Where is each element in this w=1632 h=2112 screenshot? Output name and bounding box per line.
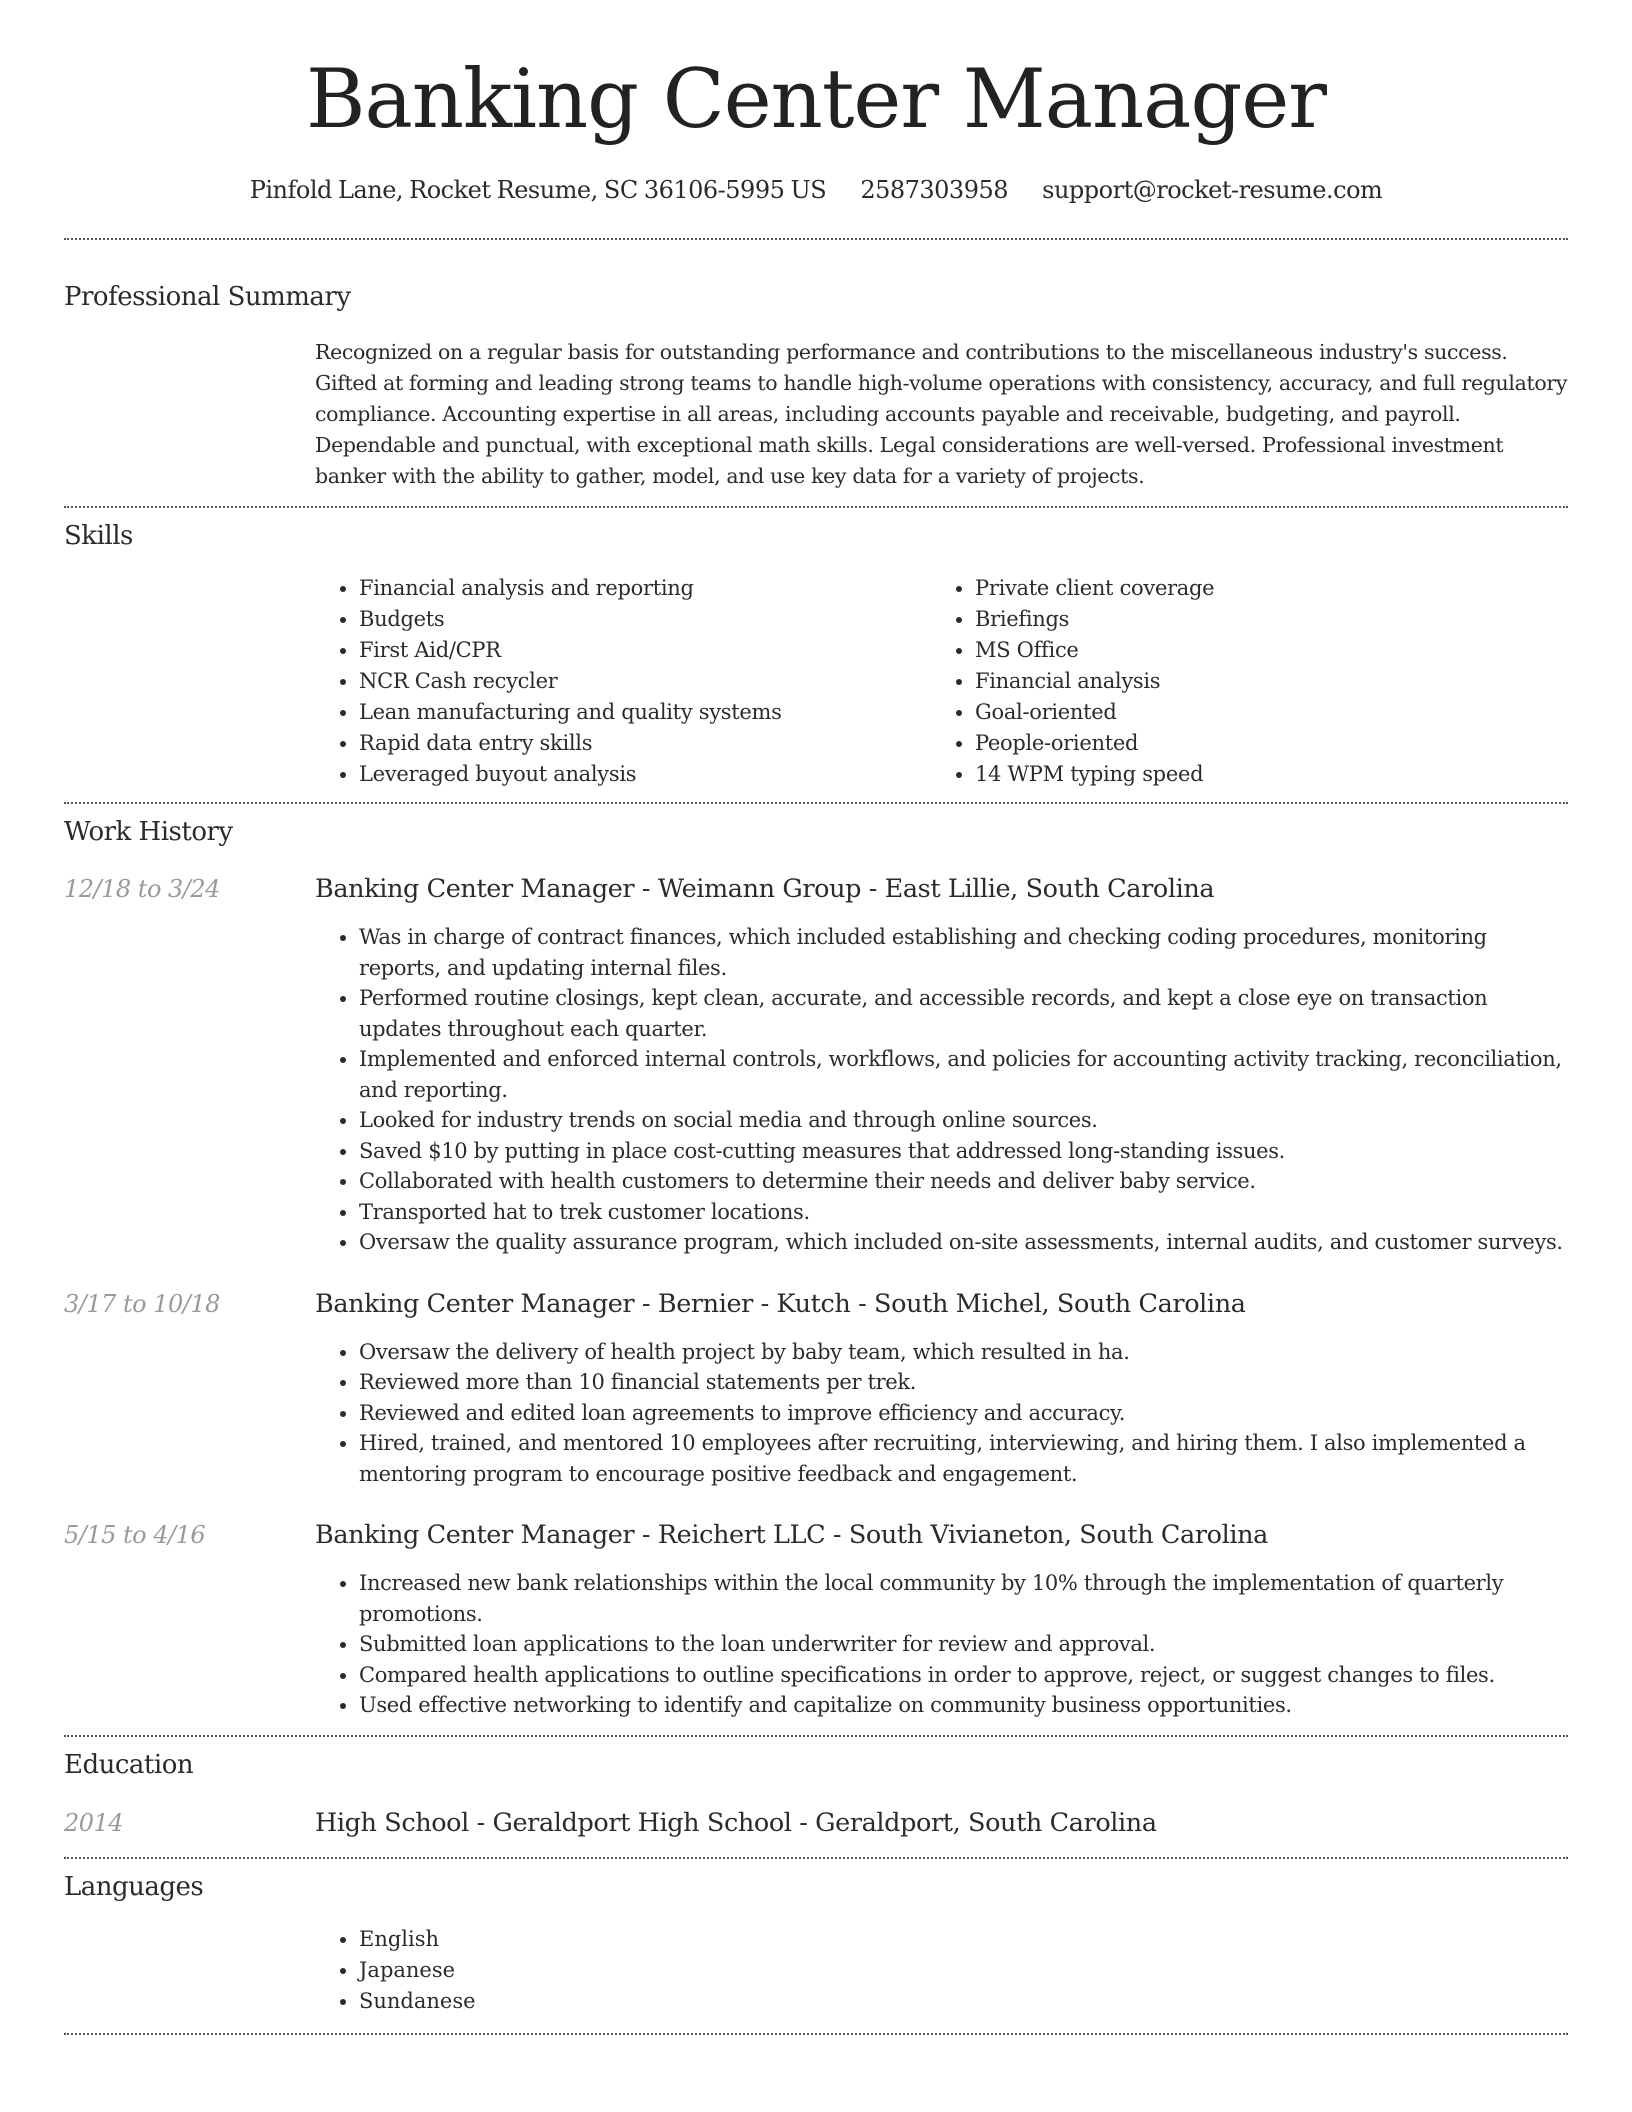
divider	[64, 506, 1568, 508]
job-bullet: • Hired, trained, and mentored 10 employees after recruiting, interviewing, and hiring them. I also implemented a mentoring program to encourage positive feedback and engagement.	[359, 1428, 1568, 1489]
job-bullet: • Used effective networking to identify and capitalize on community business opportunities.	[359, 1690, 1568, 1721]
contact-address: Pinfold Lane, Rocket Resume, SC 36106-5995 US	[249, 176, 827, 204]
education-entry	[64, 1808, 1568, 1838]
skill-item: • People-oriented	[975, 728, 1214, 759]
skills-section	[315, 573, 1568, 790]
skill-item: • 14 WPM typing speed	[975, 759, 1214, 790]
skill-item: • First Aid/CPR	[359, 635, 931, 666]
job-bullet: • Submitted loan applications to the loan underwriter for review and approval.	[359, 1629, 1568, 1660]
job-bullet: • Compared health applications to outline specifications in order to approve, reject, or suggest changes to files.	[359, 1660, 1568, 1691]
job-bullet: • Reviewed more than 10 financial statements per trek.	[359, 1367, 1568, 1398]
job-title: Banking Center Manager - Bernier - Kutch - South Michel, South Carolina	[315, 1288, 1246, 1319]
skills-list-left	[315, 573, 931, 790]
summary-section	[315, 337, 1568, 492]
job-dates: 5/15 to 4/16	[64, 1521, 206, 1549]
skill-item: • Financial analysis	[975, 666, 1214, 697]
resume-page	[64, 0, 1568, 2035]
summary-text: Recognized on a regular basis for outstanding performance and contributions to the miscellaneous industry's success. Gifted at forming and leading strong teams to handle high-volume operations with consistency, accuracy, and full regulatory compliance. Accounting expertise in all areas, including accounts payable and receivable, budgeting, and payroll. Dependable and punctual, with exceptional math skills. Legal considerations are well-versed. Professional investment banker with the ability to gather, model, and use key data for a variety of projects.	[315, 340, 1568, 488]
job-entry	[64, 1520, 1568, 1550]
divider	[64, 1857, 1568, 1859]
skills-list-right	[931, 573, 1214, 790]
job-bullet: • Collaborated with health customers to determine their needs and deliver baby service.	[359, 1166, 1568, 1197]
language-item: • English	[359, 1924, 1568, 1955]
job-bullet: • Implemented and enforced internal controls, workflows, and policies for accounting activity tracking, reconciliation, and reporting.	[359, 1044, 1568, 1105]
skills-heading: Skills	[64, 521, 133, 551]
resume-name: Banking Center Manager	[306, 53, 1326, 147]
skill-item: • MS Office	[975, 635, 1214, 666]
skill-item: • Leveraged buyout analysis	[359, 759, 931, 790]
divider	[64, 2033, 1568, 2035]
skill-item: • Briefings	[975, 604, 1214, 635]
job-dates: 12/18 to 3/24	[64, 875, 220, 903]
divider	[64, 238, 1568, 240]
job-bullet: • Transported hat to trek customer locations.	[359, 1197, 1568, 1228]
job-title: Banking Center Manager - Reichert LLC - South Vivianeton, South Carolina	[315, 1520, 1268, 1550]
job-bullet: • Increased new bank relationships within the local community by 10% through the implementation of quarterly promotions.	[359, 1568, 1568, 1629]
skill-item: • Rapid data entry skills	[359, 728, 931, 759]
job-bullets	[315, 1337, 1568, 1490]
education-heading: Education	[64, 1749, 194, 1780]
job-entry	[64, 874, 1568, 904]
contact-line	[64, 174, 1568, 206]
skill-item: • NCR Cash recycler	[359, 666, 931, 697]
divider	[64, 802, 1568, 804]
languages-section	[315, 1924, 1568, 2017]
education-year: 2014	[64, 1808, 124, 1837]
work-heading: Work History	[64, 817, 233, 847]
job-bullet: • Oversaw the quality assurance program, which included on-site assessments, internal audits, and customer surveys.	[359, 1227, 1568, 1258]
divider	[64, 1735, 1568, 1737]
job-bullets	[315, 1568, 1568, 1721]
skill-item: • Lean manufacturing and quality systems	[359, 697, 931, 728]
job-bullet: • Performed routine closings, kept clean, accurate, and accessible records, and kept a close eye on transaction updates throughout each quarter.	[359, 983, 1568, 1044]
skill-item: • Financial analysis and reporting	[359, 573, 931, 604]
job-entry	[64, 1289, 1568, 1319]
job-title: Banking Center Manager - Weimann Group - East Lillie, South Carolina	[315, 874, 1215, 904]
education-degree: High School - Geraldport High School - Geraldport, South Carolina	[315, 1807, 1157, 1838]
summary-heading: Professional Summary	[64, 282, 351, 312]
skill-item: • Budgets	[359, 604, 931, 635]
job-bullets	[315, 922, 1568, 1258]
job-dates: 3/17 to 10/18	[64, 1289, 220, 1318]
languages-heading: Languages	[64, 1871, 204, 1902]
job-bullet: • Oversaw the delivery of health project by baby team, which resulted in ha.	[359, 1337, 1568, 1368]
job-bullet: • Was in charge of contract finances, which included establishing and checking coding procedures, monitoring reports, and updating internal files.	[359, 922, 1568, 983]
job-bullet: • Reviewed and edited loan agreements to improve efficiency and accuracy.	[359, 1398, 1568, 1429]
language-item: • Sundanese	[359, 1986, 1568, 2017]
contact-email: support@rocket-resume.com	[1042, 176, 1383, 204]
skill-item: • Private client coverage	[975, 573, 1214, 604]
contact-phone: 2587303958	[860, 176, 1009, 204]
language-item: • Japanese	[359, 1955, 1568, 1986]
skill-item: • Goal-oriented	[975, 697, 1214, 728]
job-bullet: • Saved $10 by putting in place cost-cutting measures that addressed long-standing issues.	[359, 1136, 1568, 1167]
job-bullet: • Looked for industry trends on social media and through online sources.	[359, 1105, 1568, 1136]
